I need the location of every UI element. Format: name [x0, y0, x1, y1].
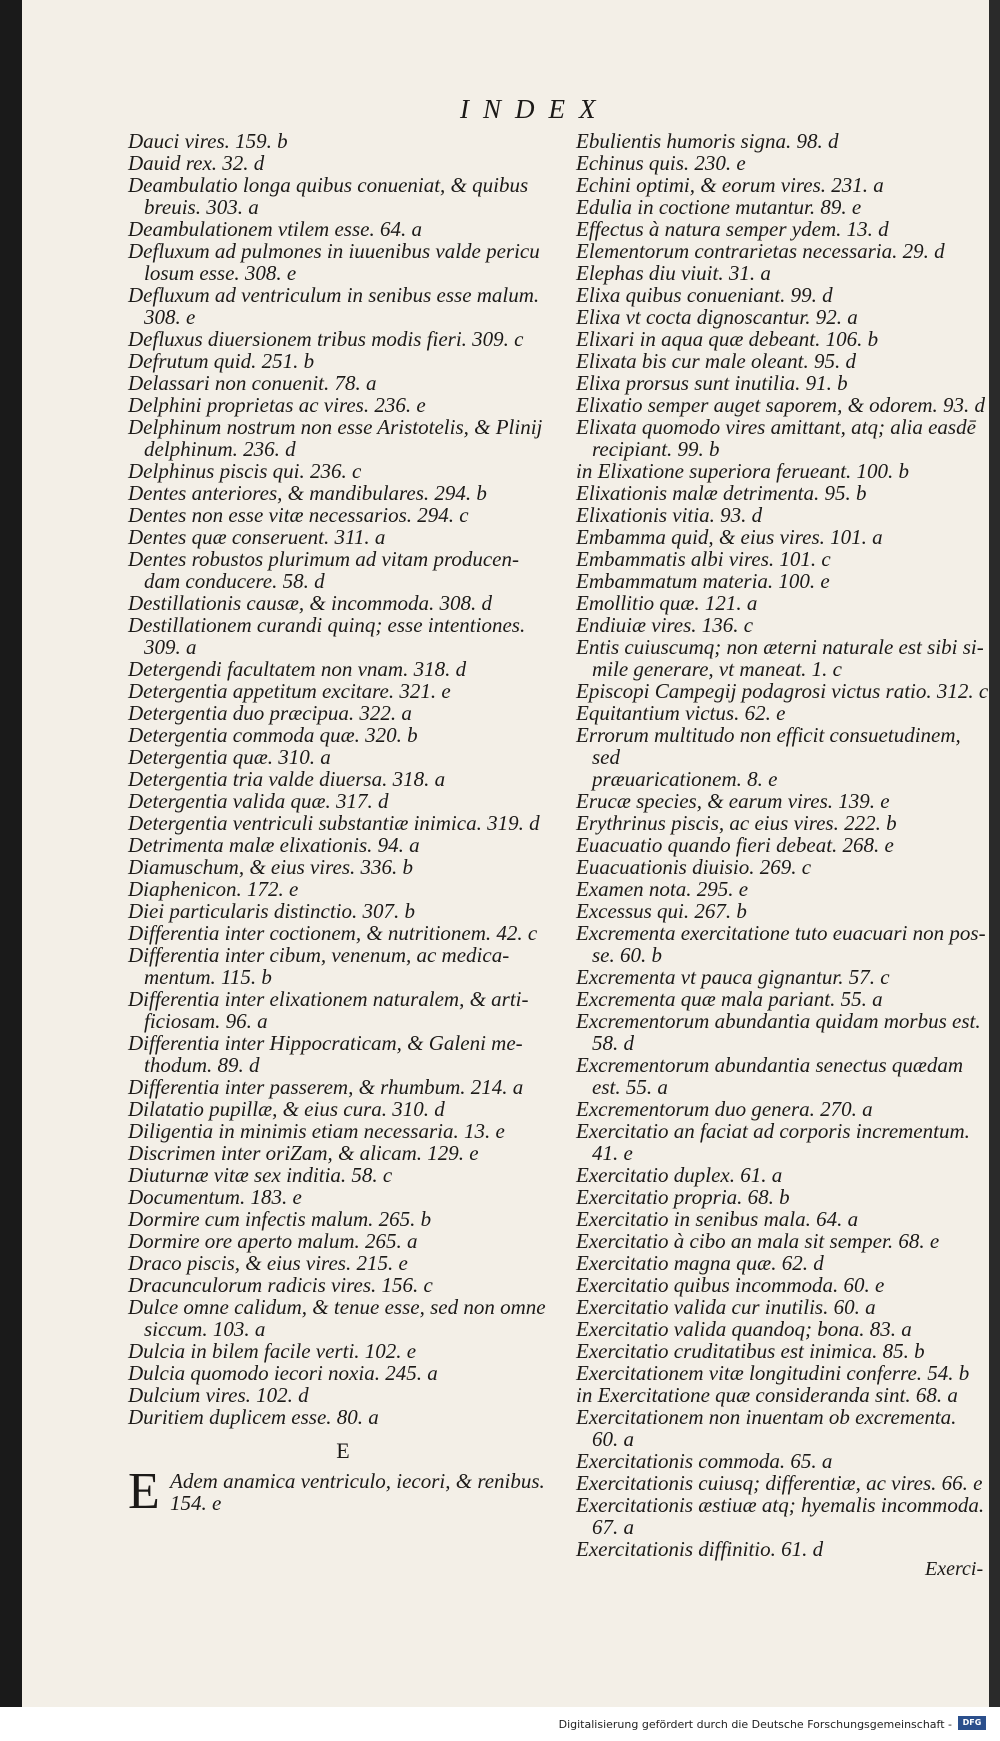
index-entry: Diligentia in minimis etiam necessaria. 13. e: [128, 1119, 505, 1143]
index-entry: Destillationem curandi quinq; esse intentiones. 309. a: [128, 613, 526, 659]
index-entry: Exercitationis diffinitio. 61. d: [576, 1537, 824, 1561]
index-entry: Delphinum nostrum non esse Aristotelis, & Plinij delphinum. 236. d: [128, 415, 543, 461]
index-entry: Detergentia ventriculi substantiæ inimica. 319. d: [128, 811, 540, 835]
index-entry: Exercitatio à cibo an mala sit semper. 68. e: [576, 1229, 940, 1253]
catchword: Exerci-: [925, 1558, 984, 1580]
index-entry: Entis cuiuscumq; non æterni naturale est sibi si- mile generare, vt maneat. 1. c: [576, 635, 984, 681]
index-entry: Edulia in coctione mutantur. 89. e: [576, 195, 862, 219]
index-entry: Euacuatio quando fieri debeat. 268. e: [576, 833, 894, 857]
index-entry: Dentes anteriores, & mandibulares. 294. b: [128, 481, 487, 505]
index-entry: Differentia inter Hippocraticam, & Galeni me- thodum. 89. d: [128, 1031, 523, 1077]
drop-cap: E: [128, 1463, 160, 1520]
index-entry: Exercitatio magna quæ. 62. d: [576, 1251, 824, 1275]
index-entry: Elixatio semper auget saporem, & odorem. 93. d: [576, 393, 986, 417]
index-entry: Excrementorum abundantia quidam morbus est. 58. d: [576, 1009, 981, 1055]
index-entry: Equitantium victus. 62. e: [576, 701, 786, 725]
index-entry: Excessus qui. 267. b: [576, 899, 747, 923]
index-entry: Dauci vires. 159. b: [128, 129, 288, 153]
index-entry: Episcopi Campegij podagrosi victus ratio. 312. c: [576, 679, 989, 703]
index-entry: Exercitatio duplex. 61. a: [576, 1163, 783, 1187]
index-entry: Effectus à natura semper ydem. 13. d: [576, 217, 889, 241]
index-entry: Exercitatio cruditatibus est inimica. 85. b: [576, 1339, 925, 1363]
index-entry: Deambulationem vtilem esse. 64. a: [128, 217, 422, 241]
index-entry: Defluxum ad ventriculum in senibus esse malum. 308. e: [128, 283, 540, 329]
index-entry: Endiuiæ vires. 136. c: [576, 613, 754, 637]
index-entry: Exercitationem non inuentam ob excrementa. 60. a: [576, 1405, 957, 1451]
index-entry: Diaphenicon. 172. e: [128, 877, 299, 901]
index-entry: Exercitationem vitæ longitudini conferre. 54. b: [576, 1361, 970, 1385]
index-entry: Exercitationis commoda. 65. a: [576, 1449, 833, 1473]
index-entry: Elixationis malæ detrimenta. 95. b: [576, 481, 867, 505]
section-first-entry: [128, 1463, 558, 1520]
index-entry: Embammatis albi vires. 101. c: [576, 547, 831, 571]
index-entry: Dulcia in bilem facile verti. 102. e: [128, 1339, 417, 1363]
index-entry: Detergendi facultatem non vnam. 318. d: [128, 657, 467, 681]
index-entry: Diei particularis distinctio. 307. b: [128, 899, 415, 923]
index-entry: in Exercitatione quæ consideranda sint. 68. a: [576, 1383, 958, 1407]
index-entry: Duritiem duplicem esse. 80. a: [128, 1405, 379, 1429]
index-entry: Excrementa quæ mala pariant. 55. a: [576, 987, 883, 1011]
index-entry: Excrementorum duo genera. 270. a: [576, 1097, 873, 1121]
index-entry: Differentia inter coctionem, & nutritionem. 42. c: [128, 921, 538, 945]
index-entry: Dulcium vires. 102. d: [128, 1383, 309, 1407]
index-entry: Diuturnæ vitæ sex inditia. 58. c: [128, 1163, 393, 1187]
index-entry: Elixata bis cur male oleant. 95. d: [576, 349, 856, 373]
section-first-entry-text: Adem anamica ventriculo, iecori, & renibus. 154. e: [170, 1469, 545, 1515]
index-entry: Dentes robustos plurimum ad vitam producen- dam conducere. 58. d: [128, 547, 519, 593]
index-entry: Elixata quomodo vires amittant, atq; alia easdē recipiant. 99. b: [576, 415, 976, 461]
index-entry: Exercitatio an faciat ad corporis incrementum. 41. e: [576, 1119, 970, 1165]
index-entry: Draco piscis, & eius vires. 215. e: [128, 1251, 408, 1275]
index-entry: Defrutum quid. 251. b: [128, 349, 315, 373]
index-entry: Dauid rex. 32. d: [128, 151, 265, 175]
dfg-logo-icon: DFG: [958, 1716, 986, 1730]
index-entry: Euacuationis diuisio. 269. c: [576, 855, 812, 879]
index-entry: Detergentia quæ. 310. a: [128, 745, 331, 769]
index-entry: Delphini proprietas ac vires. 236. e: [128, 393, 426, 417]
scan-right-border: [989, 0, 1000, 1741]
index-entry: Dormire ore aperto malum. 265. a: [128, 1229, 418, 1253]
index-entry: Exercitationis æstiuæ atq; hyemalis incommoda. 67. a: [576, 1493, 985, 1539]
index-entry: in Elixatione superiora ferueant. 100. b: [576, 459, 910, 483]
index-entry: Delphinus piscis qui. 236. c: [128, 459, 362, 483]
index-entry: Defluxum ad pulmones in iuuenibus valde pericu losum esse. 308. e: [128, 239, 540, 285]
index-entry: Defluxus diuersionem tribus modis fieri. 309. c: [128, 327, 524, 351]
index-entry: Destillationis causæ, & incommoda. 308. d: [128, 591, 492, 615]
index-entry: Detergentia tria valde diuersa. 318. a: [128, 767, 446, 791]
index-entry: Exercitatio valida cur inutilis. 60. a: [576, 1295, 876, 1319]
digitization-credit: Digitalisierung gefördert durch die Deutsche Forschungsgemeinschaft -: [558, 1718, 952, 1731]
index-entry: Detrimenta malæ elixationis. 94. a: [128, 833, 420, 857]
index-entry: Dormire cum infectis malum. 265. b: [128, 1207, 432, 1231]
index-entry: Examen nota. 295. e: [576, 877, 749, 901]
index-entry: Elixationis vitia. 93. d: [576, 503, 763, 527]
scan-left-border: [0, 0, 22, 1741]
index-entry: Excrementa vt pauca gignantur. 57. c: [576, 965, 890, 989]
index-entry: Emollitio quæ. 121. a: [576, 591, 758, 615]
index-entry: Dracunculorum radicis vires. 156. c: [128, 1273, 433, 1297]
index-entry: Exercitationis cuiusq; differentiæ, ac vires. 66. e: [576, 1471, 983, 1495]
index-entry: Discrimen inter oriZam, & alicam. 129. e: [128, 1141, 479, 1165]
index-entry: Erythrinus piscis, ac eius vires. 222. b: [576, 811, 897, 835]
index-entry: Differentia inter elixationem naturalem, & arti- ficiosam. 96. a: [128, 987, 529, 1033]
index-entry: Embamma quid, & eius vires. 101. a: [576, 525, 883, 549]
page-header-title: INDEX: [460, 94, 610, 124]
index-entry: Echini optimi, & eorum vires. 231. a: [576, 173, 884, 197]
index-entry: Elixari in aqua quæ debeant. 106. b: [576, 327, 879, 351]
index-entry: Documentum. 183. e: [128, 1185, 302, 1209]
index-entry: Dulcia quomodo iecori noxia. 245. a: [128, 1361, 438, 1385]
index-entry: Dentes quæ conseruent. 311. a: [128, 525, 386, 549]
index-entry: Elementorum contrarietas necessaria. 29. d: [576, 239, 945, 263]
index-entry: Excrementorum abundantia senectus quædam est. 55. a: [576, 1053, 964, 1099]
index-entry: Elixa quibus conueniant. 99. d: [576, 283, 833, 307]
index-column-left: [128, 129, 558, 1520]
index-entry: Elephas diu viuit. 31. a: [576, 261, 771, 285]
index-entry: Elixa prorsus sunt inutilia. 91. b: [576, 371, 848, 395]
index-entry: Exercitatio propria. 68. b: [576, 1185, 790, 1209]
index-column-right: [576, 130, 990, 1560]
index-entry: Exercitatio quibus incommoda. 60. e: [576, 1273, 885, 1297]
index-entry: Detergentia appetitum excitare. 321. e: [128, 679, 451, 703]
index-entry: Deambulatio longa quibus conueniat, & quibus breuis. 303. a: [128, 173, 529, 219]
index-entry: Dilatatio pupillæ, & eius cura. 310. d: [128, 1097, 445, 1121]
index-entry: Detergentia valida quæ. 317. d: [128, 789, 389, 813]
index-entry: Ebulientis humoris signa. 98. d: [576, 129, 839, 153]
index-entry: Embammatum materia. 100. e: [576, 569, 830, 593]
index-entry: Elixa vt cocta dignoscantur. 92. a: [576, 305, 858, 329]
index-entry: Echinus quis. 230. e: [576, 151, 746, 175]
index-entry: Detergentia duo præcipua. 322. a: [128, 701, 412, 725]
index-entry: Differentia inter passerem, & rhumbum. 214. a: [128, 1075, 524, 1099]
section-heading-letter: E: [336, 1438, 350, 1463]
index-entry: Excrementa exercitatione tuto euacuari non pos- se. 60. b: [576, 921, 986, 967]
index-entry: Differentia inter cibum, venenum, ac medica- mentum. 115. b: [128, 943, 510, 989]
index-entry: Detergentia commoda quæ. 320. b: [128, 723, 418, 747]
index-entry: Dulce omne calidum, & tenue esse, sed non omne siccum. 103. a: [128, 1295, 546, 1341]
index-entry: Dentes non esse vitæ necessarios. 294. c: [128, 503, 469, 527]
index-entry: Erucæ species, & earum vires. 139. e: [576, 789, 890, 813]
index-entry: Diamuschum, & eius vires. 336. b: [128, 855, 414, 879]
index-entry: Exercitatio in senibus mala. 64. a: [576, 1207, 859, 1231]
index-entry: Exercitatio valida quandoq; bona. 83. a: [576, 1317, 912, 1341]
index-entry: Delassari non conuenit. 78. a: [128, 371, 377, 395]
index-entry: Errorum multitudo non efficit consuetudinem, sed præuaricationem. 8. e: [576, 723, 961, 791]
